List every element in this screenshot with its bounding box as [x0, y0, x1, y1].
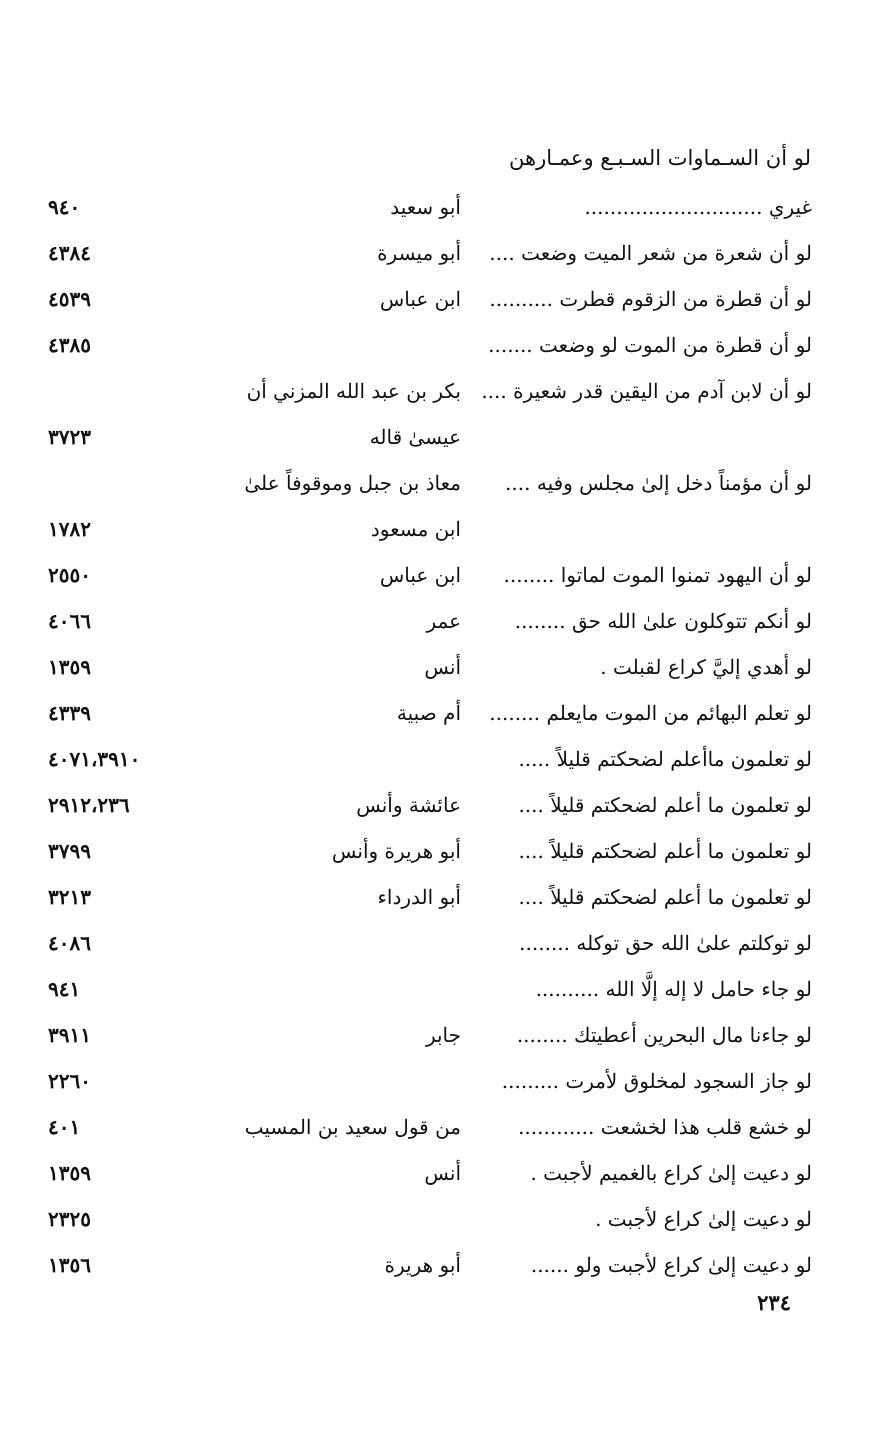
- index-entry: [0, 460, 891, 552]
- hadith-incipit: [482, 1242, 812, 1288]
- index-entry: [0, 874, 891, 920]
- hadith-text: غيري: [768, 195, 812, 219]
- hadith-incipit: [482, 1104, 812, 1150]
- narrator: من قول سعيد بن المسيب: [244, 1115, 461, 1139]
- hadith-number: ٣٢١٣: [48, 885, 91, 909]
- index-entry: [0, 690, 891, 736]
- index-entry: [0, 828, 891, 874]
- hadith-incipit: [482, 322, 812, 368]
- narrator: بكر بن عبد الله المزني أن عيسىٰ قاله: [246, 379, 461, 449]
- hadith-text: لو أن قطرة من الموت لو وضعت: [539, 333, 812, 357]
- index-entry: [0, 1058, 891, 1104]
- leader-dots: ....: [518, 839, 544, 863]
- leader-dots: ....: [518, 793, 544, 817]
- hadith-number: ١٣٥٩: [48, 1161, 91, 1185]
- narrator: عائشة وأنس: [356, 793, 461, 817]
- leader-dots: .......: [488, 333, 533, 357]
- index-entry: [0, 782, 891, 828]
- hadith-number: ٣٧٩٩: [48, 839, 91, 863]
- entry-heading: [481, 138, 811, 178]
- page-number: ٢٣٤: [757, 1290, 791, 1315]
- narrator: معاذ بن جبل وموقوفاً علىٰ ابن مسعود: [244, 471, 461, 541]
- hadith-text: لو توكلتم علىٰ الله حق توكله: [576, 931, 812, 955]
- narrator: أم صبية: [396, 701, 461, 725]
- hadith-incipit: [482, 184, 812, 230]
- leader-dots: ..........: [535, 977, 600, 1001]
- index-entry: [0, 966, 891, 1012]
- leader-dots: ........: [516, 1023, 568, 1047]
- hadith-text: لو تعلم البهائم من الموت مايعلم: [546, 701, 812, 725]
- hadith-text: لو دعيت إلىٰ كراع بالغميم لأجبت .: [530, 1161, 812, 1185]
- hadith-incipit: [482, 1058, 812, 1104]
- hadith-number: ٣٧٢٣: [48, 425, 91, 449]
- index-entry: [0, 1104, 891, 1150]
- narrator: ابن عباس: [379, 563, 461, 587]
- narrator: أبو هريرة وأنس: [331, 839, 461, 863]
- hadith-text: لو دعيت إلىٰ كراع لأجبت ولو: [575, 1253, 812, 1277]
- hadith-text: لو تعلمون ما أعلم لضحكتم قليلاً: [550, 793, 812, 817]
- hadith-number: ٤٠٦٦: [48, 609, 91, 633]
- narrator: أبو هريرة: [384, 1253, 461, 1277]
- hadith-incipit: [482, 690, 812, 736]
- hadith-text: لو جاءنا مال البحرين أعطيتك: [574, 1023, 812, 1047]
- hadith-incipit: [482, 782, 812, 828]
- hadith-incipit: [482, 1150, 812, 1196]
- narrator: أنس: [424, 655, 461, 679]
- leader-dots: ....: [481, 379, 507, 403]
- index-entry: [0, 1242, 891, 1288]
- hadith-text: لو جاز السجود لمخلوق لأمرت: [565, 1069, 812, 1093]
- hadith-text: لو أهدي إليَّ كراع لقبلت .: [600, 655, 812, 679]
- hadith-number: ٢٢٦٠: [48, 1069, 91, 1093]
- index-entries: [0, 184, 891, 1288]
- leader-dots: ........: [503, 563, 555, 587]
- hadith-text: لو أن اليهود تمنوا الموت لماتوا: [560, 563, 812, 587]
- leader-dots: .........: [501, 1069, 559, 1093]
- hadith-incipit: [482, 1196, 812, 1242]
- index-entry: [0, 736, 891, 782]
- hadith-text: لو أنكم تتوكلون علىٰ الله حق: [571, 609, 812, 633]
- hadith-incipit: [482, 368, 812, 414]
- hadith-number: ٤٣٣٩: [48, 701, 91, 725]
- index-entry: [0, 184, 891, 230]
- index-entry: [0, 552, 891, 598]
- hadith-text: لو جاء حامل لا إله إلَّا الله: [605, 977, 812, 1001]
- heading-text: لو أن السـماوات السـبـع وعمـارهن: [509, 146, 811, 170]
- leader-dots: ........: [519, 931, 571, 955]
- index-entry: [0, 276, 891, 322]
- leader-dots: ....: [518, 885, 544, 909]
- hadith-text: لو أن قطرة من الزقوم قطرت: [559, 287, 812, 311]
- leader-dots: ..........: [489, 287, 553, 311]
- leader-dots: .....: [518, 747, 551, 771]
- hadith-number: ٢٩١٢،٢٣٦: [48, 793, 130, 817]
- leader-dots: ........: [489, 701, 541, 725]
- index-entry: [0, 368, 891, 460]
- hadith-number: ١٧٨٢: [48, 517, 91, 541]
- leader-dots: ............: [518, 1115, 595, 1139]
- index-entry: [0, 1150, 891, 1196]
- hadith-incipit: [482, 874, 812, 920]
- index-entry: [0, 230, 891, 276]
- hadith-incipit: [482, 736, 812, 782]
- leader-dots: ............................: [584, 195, 763, 219]
- narrator: أبو سعيد: [390, 195, 461, 219]
- hadith-text: لو أن شعرة من شعر الميت وضعت: [521, 241, 812, 265]
- hadith-number: ٤٠٧١،٣٩١٠: [48, 747, 141, 771]
- index-entry: [0, 322, 891, 368]
- hadith-number: ٤٣٨٤: [48, 241, 91, 265]
- hadith-incipit: [482, 552, 812, 598]
- hadith-text: لو تعلمون ما أعلم لضحكتم قليلاً: [550, 885, 812, 909]
- leader-dots: ....: [489, 241, 515, 265]
- narrator: عمر: [426, 609, 461, 633]
- hadith-incipit: [482, 644, 812, 690]
- hadith-text: لو تعلمون ماأعلم لضحكتم قليلاً: [556, 747, 812, 771]
- leader-dots: ......: [530, 1253, 570, 1277]
- hadith-text: لو دعيت إلىٰ كراع لأجبت .: [595, 1207, 812, 1231]
- hadith-text: لو أن مؤمناً دخل إلىٰ مجلس وفيه: [536, 471, 812, 495]
- hadith-number: ١٣٥٩: [48, 655, 91, 679]
- narrator: ابن عباس: [379, 287, 461, 311]
- narrator: أبو ميسرة: [377, 241, 461, 265]
- hadith-incipit: [482, 598, 812, 644]
- narrator: أبو الدرداء: [377, 885, 461, 909]
- hadith-incipit: [482, 230, 812, 276]
- hadith-incipit: [482, 966, 812, 1012]
- hadith-number: ٤٥٣٩: [48, 287, 91, 311]
- leader-dots: ....: [505, 471, 531, 495]
- hadith-number: ٤٠١: [48, 1115, 81, 1139]
- hadith-text: لو أن لابن آدم من اليقين قدر شعيرة: [513, 379, 812, 403]
- hadith-text: لو تعلمون ما أعلم لضحكتم قليلاً: [550, 839, 812, 863]
- index-entry: [0, 1012, 891, 1058]
- hadith-number: ١٣٥٦: [48, 1253, 91, 1277]
- hadith-number: ٤٠٨٦: [48, 931, 91, 955]
- index-entry: [0, 598, 891, 644]
- hadith-number: ٩٤١: [48, 977, 81, 1001]
- index-entry: [0, 644, 891, 690]
- hadith-incipit: [482, 276, 812, 322]
- hadith-number: ٣٩١١: [48, 1023, 91, 1047]
- leader-dots: ........: [514, 609, 566, 633]
- narrator: جابر: [425, 1023, 461, 1047]
- hadith-number: ٢٥٥٠: [48, 563, 91, 587]
- index-entry: [0, 1196, 891, 1242]
- hadith-incipit: [482, 1012, 812, 1058]
- index-entry: [0, 920, 891, 966]
- hadith-number: ٤٣٨٥: [48, 333, 91, 357]
- hadith-incipit: [482, 920, 812, 966]
- hadith-text: لو خشع قلب هذا لخشعت: [600, 1115, 812, 1139]
- hadith-incipit: [482, 828, 812, 874]
- narrator: أنس: [424, 1161, 461, 1185]
- hadith-incipit: [482, 460, 812, 506]
- hadith-number: ٢٣٢٥: [48, 1207, 91, 1231]
- hadith-number: ٩٤٠: [48, 195, 81, 219]
